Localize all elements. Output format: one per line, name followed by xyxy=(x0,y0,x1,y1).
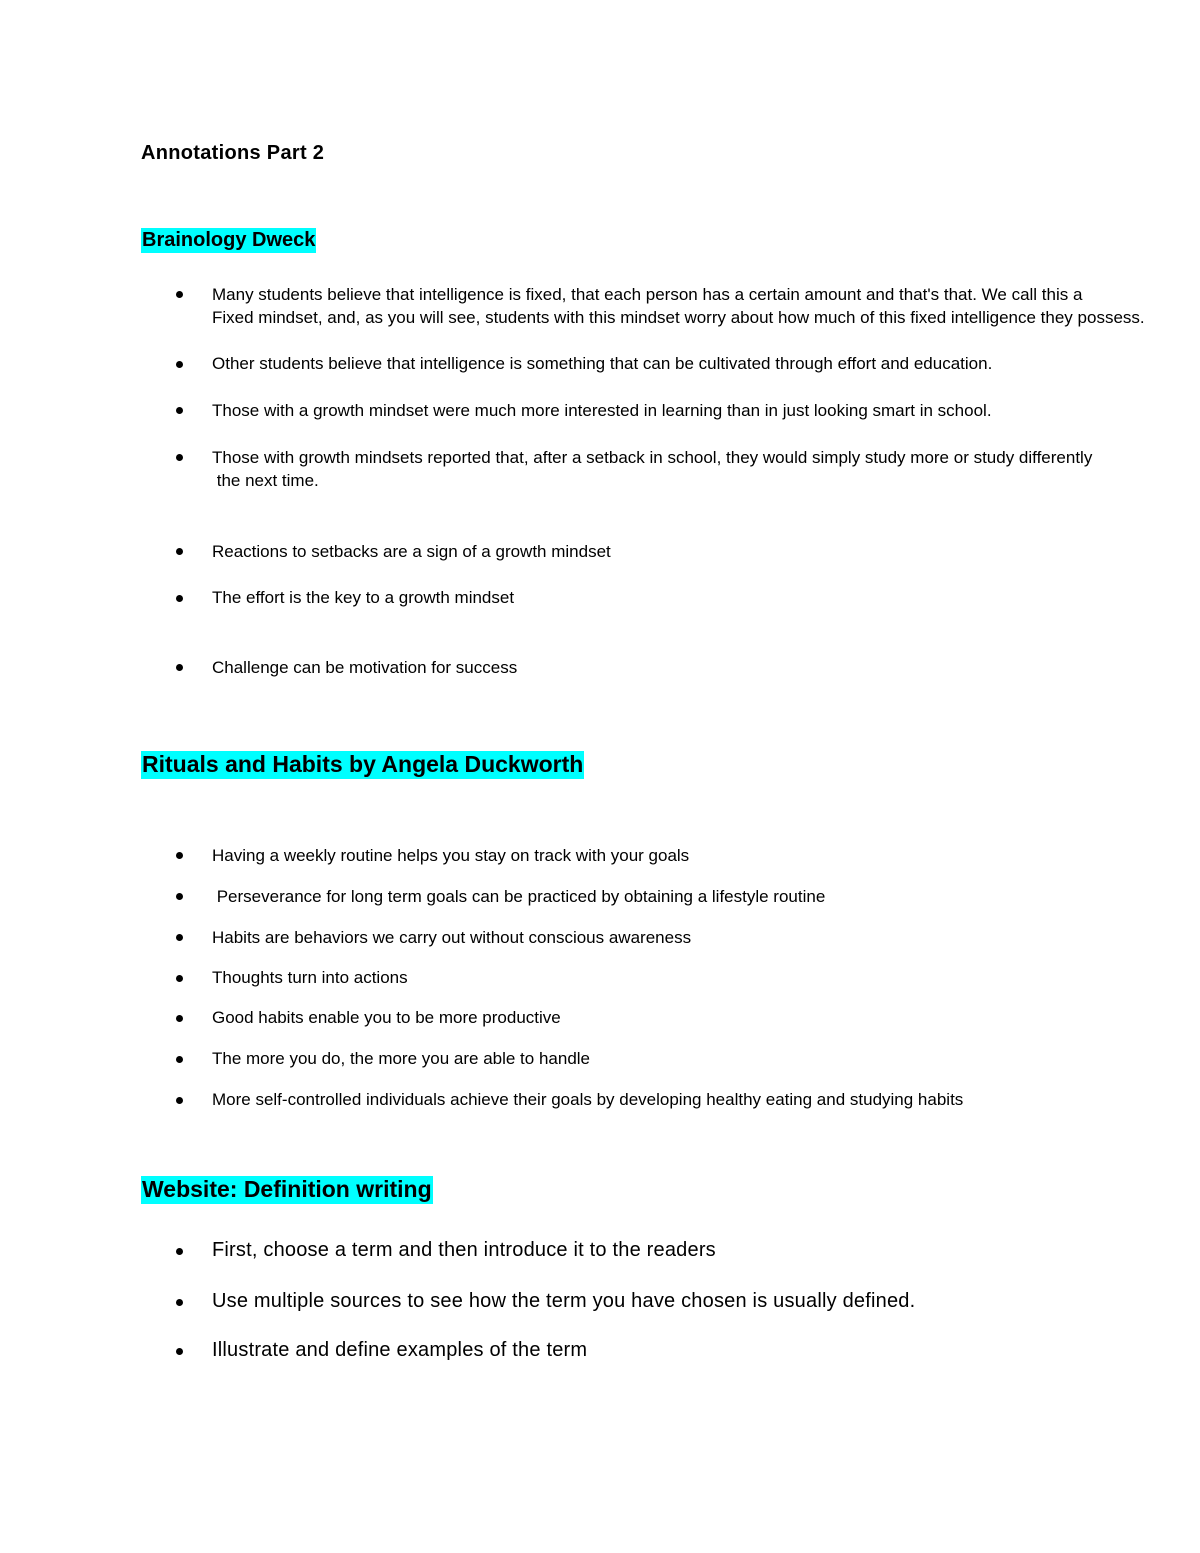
bullet-icon xyxy=(176,595,183,602)
list-item: Habits are behaviors we carry out without conscious awareness xyxy=(212,928,692,947)
list-item-line: Those with growth mindsets reported that, after a setback in school, they would simply study more or study differently xyxy=(212,448,1093,467)
section-heading-rituals-habits: Rituals and Habits by Angela Duckworth xyxy=(142,751,584,777)
list-item: Perseverance for long term goals can be practiced by obtaining a lifestyle routine xyxy=(212,887,826,906)
section-heading-brainology: Brainology Dweck xyxy=(142,229,316,251)
bullet-icon xyxy=(176,548,183,555)
bullet-icon xyxy=(176,407,183,414)
bullet-icon xyxy=(176,1015,183,1022)
bullet-icon xyxy=(176,1056,183,1063)
bullet-icon xyxy=(176,1299,183,1306)
bullet-icon xyxy=(176,975,183,982)
list-item: Those with a growth mindset were much more interested in learning than in just looking smart in school. xyxy=(212,401,992,420)
bullet-icon xyxy=(176,664,183,671)
list-item xyxy=(212,446,1092,492)
bullet-icon xyxy=(176,291,183,298)
list-item: More self-controlled individuals achieve their goals by developing healthy eating and studying habits xyxy=(212,1090,964,1109)
list-item: Challenge can be motivation for success xyxy=(212,658,518,677)
bullet-icon xyxy=(176,1348,183,1355)
list-item: Other students believe that intelligence is something that can be cultivated through effort and education. xyxy=(212,354,993,373)
bullet-icon xyxy=(176,361,183,368)
section-heading-definition-writing: Website: Definition writing xyxy=(142,1176,432,1202)
list-item: Illustrate and define examples of the term xyxy=(212,1339,588,1361)
list-item: Thoughts turn into actions xyxy=(212,968,408,987)
bullet-icon xyxy=(176,454,183,461)
list-item: The effort is the key to a growth mindset xyxy=(212,588,515,607)
list-item: Good habits enable you to be more productive xyxy=(212,1008,561,1027)
list-item xyxy=(212,283,1145,329)
bullet-icon xyxy=(176,1097,183,1104)
list-item-line: Fixed mindset, and, as you will see, students with this mindset worry about how much of this fixed intelligence they possess. xyxy=(212,308,1145,327)
list-item: Reactions to setbacks are a sign of a growth mindset xyxy=(212,542,611,561)
list-item: Having a weekly routine helps you stay on track with your goals xyxy=(212,846,690,865)
list-item: Use multiple sources to see how the term you have chosen is usually defined. xyxy=(212,1290,916,1312)
page-title: Annotations Part 2 xyxy=(141,142,325,164)
list-item-line: Many students believe that intelligence is fixed, that each person has a certain amount and that's that. We call this a xyxy=(212,285,1083,304)
bullet-icon xyxy=(176,852,183,859)
bullet-icon xyxy=(176,934,183,941)
list-item-line: the next time. xyxy=(212,471,319,490)
list-item: The more you do, the more you are able to handle xyxy=(212,1049,591,1068)
bullet-icon xyxy=(176,1248,183,1255)
bullet-icon xyxy=(176,893,183,900)
list-item: First, choose a term and then introduce it to the readers xyxy=(212,1239,716,1261)
